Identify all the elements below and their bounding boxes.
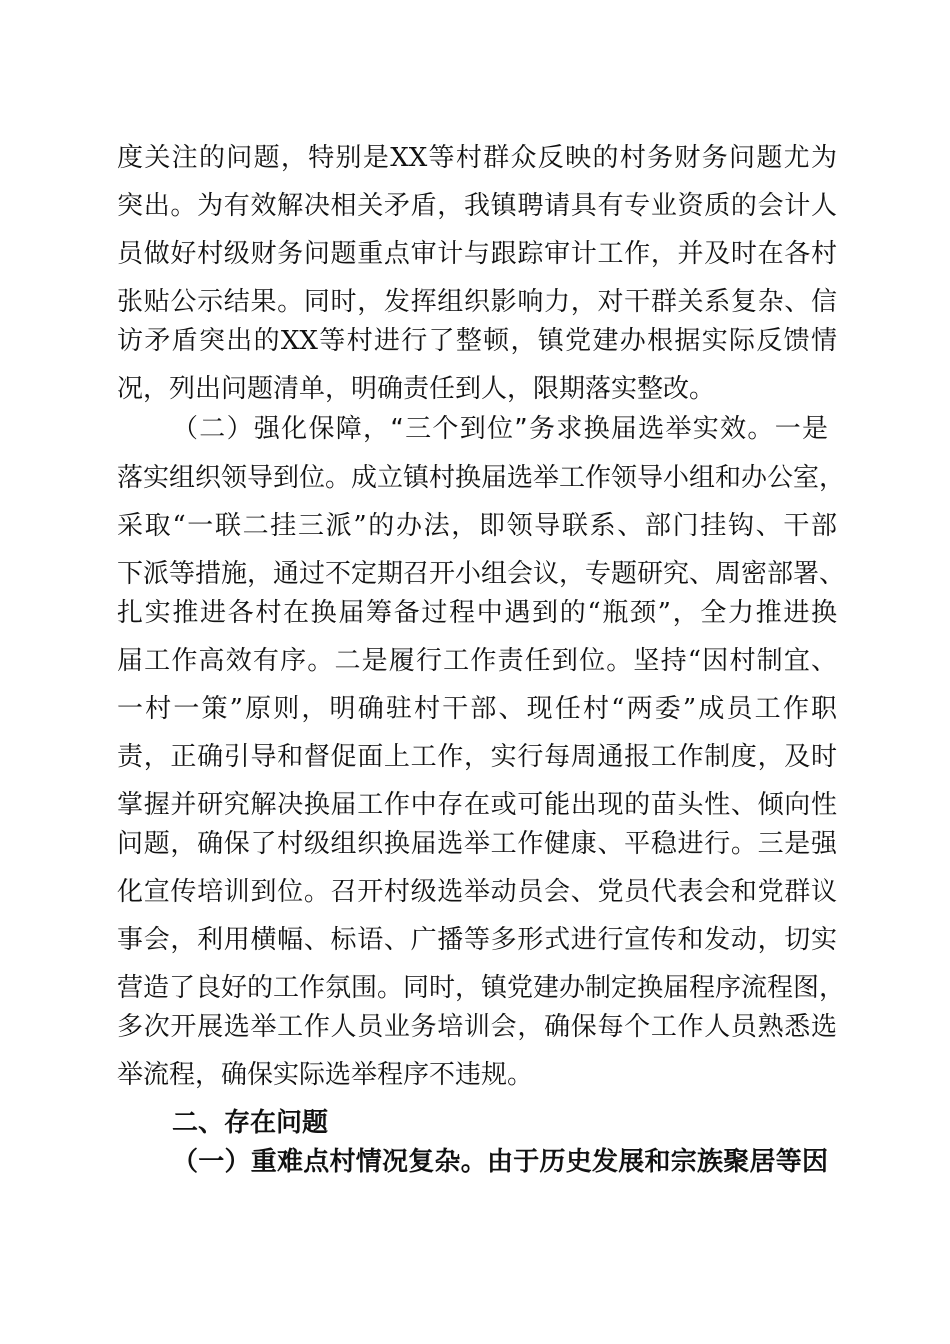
text-line: 营造了良好的工作氛围。同时，镇党建办制定换届程序流程图， xyxy=(117,973,846,1003)
text-line: 张贴公示结果。同时，发挥组织影响力，对干群关系复杂、信 xyxy=(117,287,837,317)
text-line: 届工作高效有序。二是履行工作责任到位。坚持“因村制宜、 xyxy=(117,646,837,676)
chapter-heading: 二、存在问题 xyxy=(172,1108,329,1138)
section-heading-2: （二）强化保障，“三个到位”务求换届选举实效。一是 xyxy=(172,414,828,444)
text-line: 访矛盾突出的XX等村进行了整顿，镇党建办根据实际反馈情 xyxy=(117,326,837,356)
section-heading-1: （一）重难点村情况复杂。由于历史发展和宗族聚居等因 xyxy=(172,1147,828,1177)
text-line: 事会，利用横幅、标语、广播等多形式进行宣传和发动，切实 xyxy=(117,925,837,955)
text-line: 员做好村级财务问题重点审计与跟踪审计工作，并及时在各村 xyxy=(117,239,837,269)
text-line: 扎实推进各村在换届筹备过程中遇到的“瓶颈”，全力推进换 xyxy=(117,598,837,628)
text-line: 采取“一联二挂三派”的办法，即领导联系、部门挂钩、干部 xyxy=(117,511,837,541)
text-line: 问题，确保了村级组织换届选举工作健康、平稳进行。三是强 xyxy=(117,829,837,859)
text-line: 多次开展选举工作人员业务培训会，确保每个工作人员熟悉选 xyxy=(117,1012,837,1042)
text-line: 化宣传培训到位。召开村级选举动员会、党员代表会和党群议 xyxy=(117,877,837,907)
text-line: 责，正确引导和督促面上工作，实行每周通报工作制度，及时 xyxy=(117,742,837,772)
text-line: 况，列出问题清单，明确责任到人，限期落实整改。 xyxy=(117,374,716,404)
text-line: 下派等措施，通过不定期召开小组会议，专题研究、周密部署、 xyxy=(117,559,846,589)
text-line: 突出。为有效解决相关矛盾，我镇聘请具有专业资质的会计人 xyxy=(117,191,837,221)
text-line: 举流程，确保实际选举程序不违规。 xyxy=(117,1060,534,1090)
text-line: 度关注的问题，特别是XX等村群众反映的村务财务问题尤为 xyxy=(117,143,837,173)
text-line: 落实组织领导到位。成立镇村换届选举工作领导小组和办公室， xyxy=(117,463,846,493)
text-line: 一村一策”原则，明确驻村干部、现任村“两委”成员工作职 xyxy=(117,694,837,724)
text-line: 掌握并研究解决换届工作中存在或可能出现的苗头性、倾向性 xyxy=(117,790,837,820)
